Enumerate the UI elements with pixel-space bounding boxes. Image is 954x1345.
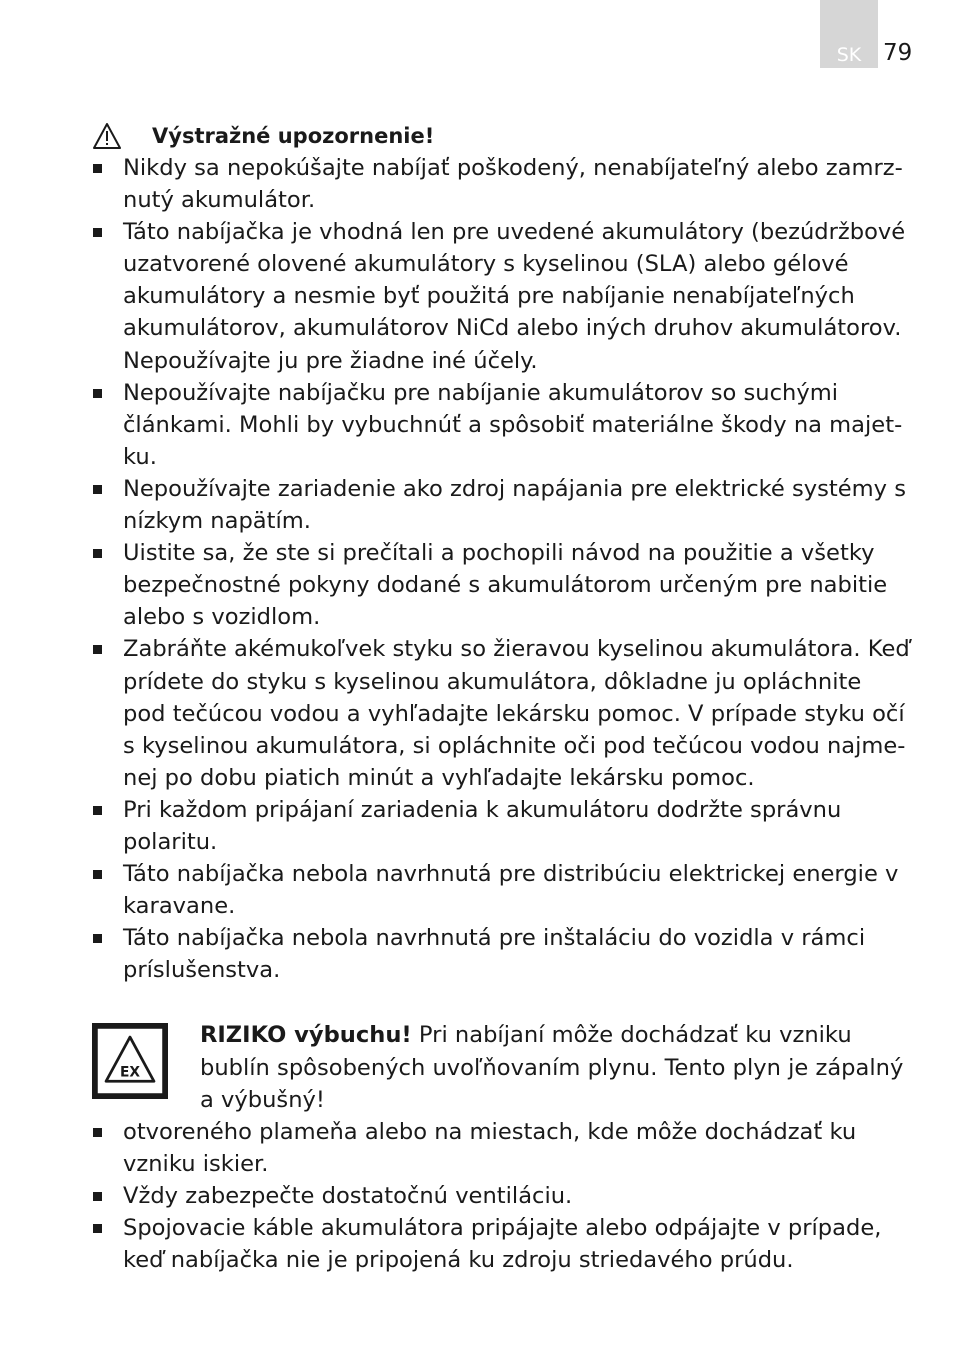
ex-icon-label: EX bbox=[119, 1065, 141, 1082]
page-number: 79 bbox=[883, 40, 913, 66]
language-label: SK bbox=[836, 44, 862, 66]
warning-list bbox=[90, 152, 910, 986]
bullet-icon bbox=[93, 806, 102, 815]
bullet-icon bbox=[93, 1192, 102, 1201]
bullet-icon bbox=[93, 1128, 102, 1137]
list-item: Táto nabíjačka nebola navrhnutá pre distribúciu elektrickej energie v karavane. bbox=[90, 858, 910, 922]
list-item: otvoreného plameňa alebo na miestach, kde môže dochádzať ku vzniku iskier. bbox=[90, 1116, 910, 1180]
bullet-icon bbox=[93, 485, 102, 494]
explosion-risk-text bbox=[200, 1019, 910, 1115]
bullet-icon bbox=[93, 389, 102, 398]
ex-explosion-hazard-icon bbox=[92, 1023, 168, 1099]
list-item: Zabráňte akémukoľvek styku so žieravou kyselinou akumulátora. Keď prídete do styku s kyselinou akumulátora, dôkladne ju opláchnite pod tečúcou vodou a vyhľadajte lekársku pomoc. V prípade styku očí s kyselinou akumulátora, si opláchnite oči pod tečúcou vodou najme-nej po dobu piatich minút a vyhľadajte lekársku pomoc. bbox=[90, 633, 910, 793]
list-item: Vždy zabezpečte dostatočnú ventiláciu. bbox=[90, 1180, 910, 1212]
language-tab bbox=[820, 0, 878, 68]
bullet-icon bbox=[93, 549, 102, 558]
list-item: Pri každom pripájaní zariadenia k akumulátoru dodržte správnu polaritu. bbox=[90, 794, 910, 858]
bullet-icon bbox=[93, 164, 102, 173]
list-item: Spojovacie káble akumulátora pripájajte alebo odpájajte v prípade, keď nabíjačka nie je pripojená ku zdroju striedavého prúdu. bbox=[90, 1212, 910, 1276]
explosion-risk-block bbox=[90, 1019, 910, 1115]
list-item: Nepoužívajte nabíjačku pre nabíjanie akumulátorov so suchými článkami. Mohli by vybuchnúť a spôsobiť materiálne škody na majet-ku. bbox=[90, 377, 910, 473]
warning-triangle-icon bbox=[92, 122, 122, 150]
bullet-icon bbox=[93, 934, 102, 943]
warning-heading bbox=[90, 120, 910, 152]
explosion-list bbox=[90, 1116, 910, 1276]
list-item: Nikdy sa nepokúšajte nabíjať poškodený, nenabíjateľný alebo zamrz-nutý akumulátor. bbox=[90, 152, 910, 216]
bullet-icon bbox=[93, 870, 102, 879]
list-item: Táto nabíjačka je vhodná len pre uvedené akumulátory (bezúdržbové uzatvorené olovené akumulátory s kyselinou (SLA) alebo gélové akumulátory a nesmie byť použitá pre nabíjanie nenabíjateľných akumulátorov, akumulátorov NiCd alebo iných druhov akumulátorov. Nepoužívajte ju pre žiadne iné účely. bbox=[90, 216, 910, 376]
bullet-icon bbox=[93, 228, 102, 237]
page-content bbox=[90, 120, 910, 1276]
explosion-risk-title: RIZIKO výbuchu! bbox=[200, 1022, 412, 1049]
list-item: Táto nabíjačka nebola navrhnutá pre inštaláciu do vozidla v rámci príslušenstva. bbox=[90, 922, 910, 986]
explosion-risk-body: Pri nabíjaní môže dochádzať ku vzniku bublín spôsobených uvoľňovaním plynu. Tento plyn je zápalný a výbušný! bbox=[200, 1022, 904, 1113]
warning-title: Výstražné upozornenie! bbox=[152, 124, 435, 148]
list-item: Nepoužívajte zariadenie ako zdroj napájania pre elektrické systémy s nízkym napätím. bbox=[90, 473, 910, 537]
bullet-icon bbox=[93, 645, 102, 654]
bullet-icon bbox=[93, 1224, 102, 1233]
list-item: Uistite sa, že ste si prečítali a pochopili návod na použitie a všetky bezpečnostné pokyny dodané s akumulátorom určeným pre nabitie alebo s vozidlom. bbox=[90, 537, 910, 633]
